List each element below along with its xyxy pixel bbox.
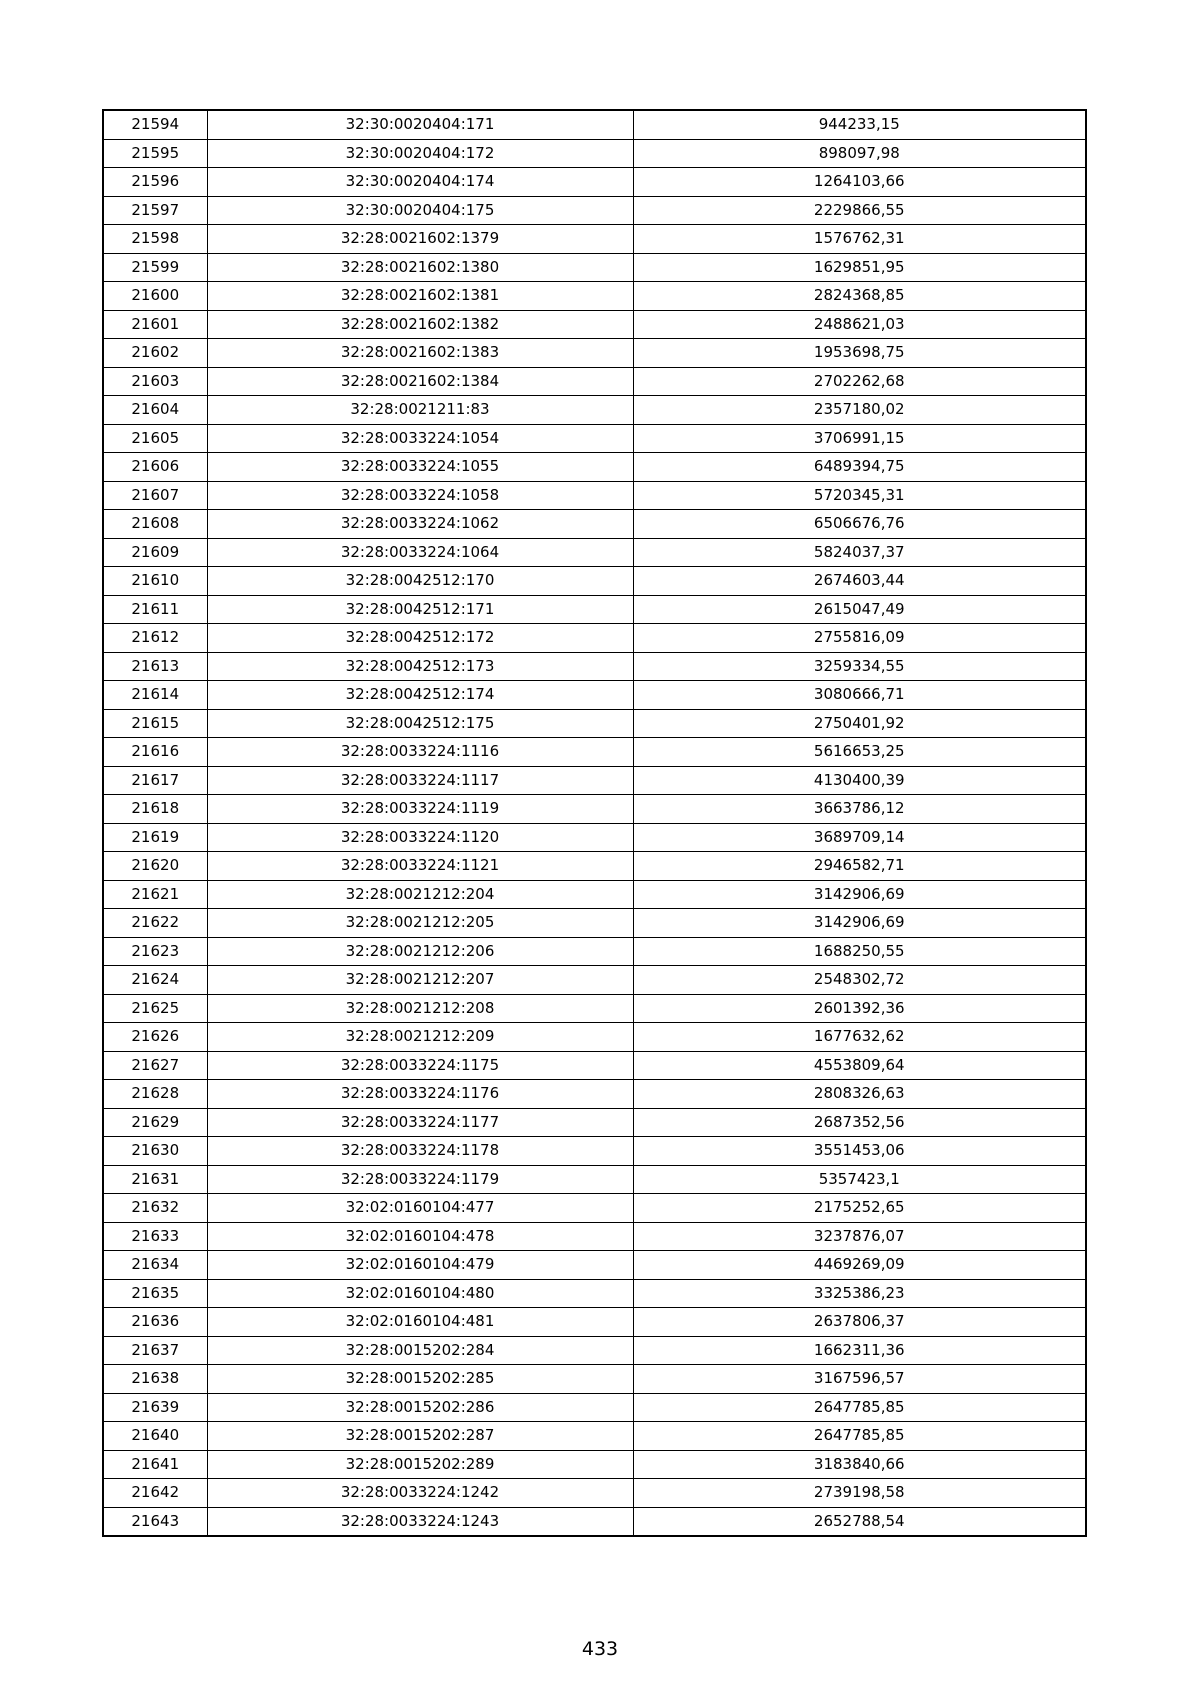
table-row [103,1222,1086,1251]
value-cell: 2824368,85 [633,282,1086,311]
table-row [103,994,1086,1023]
cadastral-number-cell: 32:28:0021212:205 [207,909,633,938]
row-number-cell: 21614 [103,681,207,710]
cadastral-number-cell: 32:02:0160104:480 [207,1279,633,1308]
cadastral-number-cell: 32:30:0020404:171 [207,110,633,139]
value-cell: 2687352,56 [633,1108,1086,1137]
value-cell: 1953698,75 [633,339,1086,368]
table-row [103,1279,1086,1308]
value-cell: 1688250,55 [633,937,1086,966]
table-row [103,937,1086,966]
cadastral-number-cell: 32:28:0033224:1242 [207,1479,633,1508]
cadastral-number-cell: 32:28:0015202:285 [207,1365,633,1394]
row-number-cell: 21637 [103,1336,207,1365]
cadastral-number-cell: 32:28:0021212:209 [207,1023,633,1052]
row-number-cell: 21631 [103,1165,207,1194]
cadastral-number-cell: 32:28:0021212:208 [207,994,633,1023]
table-row [103,367,1086,396]
cadastral-number-cell: 32:28:0042512:170 [207,567,633,596]
cadastral-number-cell: 32:28:0033224:1176 [207,1080,633,1109]
row-number-cell: 21599 [103,253,207,282]
cadastral-number-cell: 32:28:0021602:1379 [207,225,633,254]
cadastral-number-cell: 32:28:0033224:1177 [207,1108,633,1137]
cadastral-number-cell: 32:28:0042512:173 [207,652,633,681]
table-row [103,1251,1086,1280]
row-number-cell: 21598 [103,225,207,254]
value-cell: 3663786,12 [633,795,1086,824]
value-cell: 6506676,76 [633,510,1086,539]
row-number-cell: 21629 [103,1108,207,1137]
row-number-cell: 21641 [103,1450,207,1479]
page-number: 433 [581,1638,619,1660]
value-cell: 3551453,06 [633,1137,1086,1166]
cadastral-number-cell: 32:28:0033224:1119 [207,795,633,824]
row-number-cell: 21595 [103,139,207,168]
table-row [103,453,1086,482]
value-cell: 2647785,85 [633,1422,1086,1451]
table-row [103,795,1086,824]
value-cell: 944233,15 [633,110,1086,139]
row-number-cell: 21643 [103,1507,207,1536]
row-number-cell: 21626 [103,1023,207,1052]
value-cell: 2488621,03 [633,310,1086,339]
table-row [103,595,1086,624]
value-cell: 2808326,63 [633,1080,1086,1109]
cadastral-number-cell: 32:28:0033224:1178 [207,1137,633,1166]
value-cell: 3167596,57 [633,1365,1086,1394]
value-cell: 3706991,15 [633,424,1086,453]
row-number-cell: 21625 [103,994,207,1023]
table-row [103,1507,1086,1536]
table-row [103,253,1086,282]
row-number-cell: 21608 [103,510,207,539]
value-cell: 2755816,09 [633,624,1086,653]
row-number-cell: 21619 [103,823,207,852]
cadastral-number-cell: 32:30:0020404:172 [207,139,633,168]
row-number-cell: 21642 [103,1479,207,1508]
row-number-cell: 21604 [103,396,207,425]
value-cell: 2229866,55 [633,196,1086,225]
table-row [103,168,1086,197]
cadastral-number-cell: 32:28:0021211:83 [207,396,633,425]
row-number-cell: 21617 [103,766,207,795]
table-row [103,481,1086,510]
row-number-cell: 21611 [103,595,207,624]
cadastral-number-cell: 32:30:0020404:174 [207,168,633,197]
row-number-cell: 21622 [103,909,207,938]
table-row [103,310,1086,339]
value-cell: 6489394,75 [633,453,1086,482]
row-number-cell: 21610 [103,567,207,596]
cadastral-number-cell: 32:02:0160104:478 [207,1222,633,1251]
cadastral-number-cell: 32:28:0021602:1383 [207,339,633,368]
cadastral-number-cell: 32:28:0033224:1062 [207,510,633,539]
cadastral-number-cell: 32:28:0021602:1381 [207,282,633,311]
cadastral-number-cell: 32:28:0021602:1380 [207,253,633,282]
value-cell: 2702262,68 [633,367,1086,396]
value-cell: 2946582,71 [633,852,1086,881]
table-row [103,424,1086,453]
cadastral-number-cell: 32:28:0033224:1054 [207,424,633,453]
value-cell: 2750401,92 [633,709,1086,738]
value-cell: 4553809,64 [633,1051,1086,1080]
row-number-cell: 21627 [103,1051,207,1080]
table-row [103,225,1086,254]
row-number-cell: 21635 [103,1279,207,1308]
table-row [103,339,1086,368]
table-row [103,1336,1086,1365]
table-row [103,1108,1086,1137]
table-row [103,538,1086,567]
row-number-cell: 21600 [103,282,207,311]
table-row [103,909,1086,938]
row-number-cell: 21605 [103,424,207,453]
value-cell: 3259334,55 [633,652,1086,681]
cadastral-number-cell: 32:28:0021212:206 [207,937,633,966]
row-number-cell: 21615 [103,709,207,738]
cadastral-number-cell: 32:28:0033224:1243 [207,1507,633,1536]
table-body [103,110,1086,1536]
value-cell: 3689709,14 [633,823,1086,852]
table-row [103,1450,1086,1479]
table-row [103,1422,1086,1451]
row-number-cell: 21606 [103,453,207,482]
cadastral-number-cell: 32:28:0042512:175 [207,709,633,738]
row-number-cell: 21640 [103,1422,207,1451]
row-number-cell: 21607 [103,481,207,510]
row-number-cell: 21613 [103,652,207,681]
table-row [103,1479,1086,1508]
cadastral-number-cell: 32:28:0015202:284 [207,1336,633,1365]
value-cell: 5824037,37 [633,538,1086,567]
row-number-cell: 21636 [103,1308,207,1337]
value-cell: 4469269,09 [633,1251,1086,1280]
row-number-cell: 21623 [103,937,207,966]
value-cell: 2674603,44 [633,567,1086,596]
value-cell: 5357423,1 [633,1165,1086,1194]
row-number-cell: 21594 [103,110,207,139]
cadastral-number-cell: 32:28:0033224:1058 [207,481,633,510]
value-cell: 1576762,31 [633,225,1086,254]
row-number-cell: 21634 [103,1251,207,1280]
row-number-cell: 21601 [103,310,207,339]
table-row [103,823,1086,852]
cadastral-number-cell: 32:28:0033224:1055 [207,453,633,482]
table-row [103,139,1086,168]
cadastral-number-cell: 32:28:0015202:287 [207,1422,633,1451]
cadastral-number-cell: 32:28:0042512:172 [207,624,633,653]
cadastral-number-cell: 32:28:0042512:171 [207,595,633,624]
cadastral-number-cell: 32:28:0033224:1175 [207,1051,633,1080]
cadastral-number-cell: 32:28:0033224:1120 [207,823,633,852]
value-cell: 3237876,07 [633,1222,1086,1251]
table-row [103,1080,1086,1109]
value-cell: 4130400,39 [633,766,1086,795]
row-number-cell: 21612 [103,624,207,653]
table-row [103,766,1086,795]
value-cell: 1629851,95 [633,253,1086,282]
table-row [103,1051,1086,1080]
table-row [103,396,1086,425]
value-cell: 898097,98 [633,139,1086,168]
table-row [103,681,1086,710]
row-number-cell: 21618 [103,795,207,824]
row-number-cell: 21597 [103,196,207,225]
table-row [103,709,1086,738]
table-row [103,510,1086,539]
row-number-cell: 21630 [103,1137,207,1166]
cadastral-number-cell: 32:28:0015202:286 [207,1393,633,1422]
value-cell: 1264103,66 [633,168,1086,197]
table-row [103,110,1086,139]
row-number-cell: 21620 [103,852,207,881]
value-cell: 3325386,23 [633,1279,1086,1308]
cadastral-number-cell: 32:28:0021602:1384 [207,367,633,396]
cadastral-number-cell: 32:28:0042512:174 [207,681,633,710]
row-number-cell: 21628 [103,1080,207,1109]
row-number-cell: 21624 [103,966,207,995]
value-cell: 3080666,71 [633,681,1086,710]
table-row [103,1023,1086,1052]
table-row [103,880,1086,909]
value-cell: 2739198,58 [633,1479,1086,1508]
value-cell: 3142906,69 [633,909,1086,938]
cadastral-value-table [102,109,1087,1537]
table-row [103,738,1086,767]
value-cell: 2615047,49 [633,595,1086,624]
cadastral-number-cell: 32:28:0033224:1116 [207,738,633,767]
row-number-cell: 21621 [103,880,207,909]
table-row [103,567,1086,596]
value-cell: 2175252,65 [633,1194,1086,1223]
table-row [103,852,1086,881]
row-number-cell: 21616 [103,738,207,767]
row-number-cell: 21603 [103,367,207,396]
cadastral-number-cell: 32:28:0021212:207 [207,966,633,995]
row-number-cell: 21633 [103,1222,207,1251]
value-cell: 2548302,72 [633,966,1086,995]
cadastral-number-cell: 32:28:0033224:1121 [207,852,633,881]
value-cell: 5616653,25 [633,738,1086,767]
value-cell: 2652788,54 [633,1507,1086,1536]
row-number-cell: 21609 [103,538,207,567]
cadastral-number-cell: 32:02:0160104:481 [207,1308,633,1337]
value-cell: 2601392,36 [633,994,1086,1023]
value-cell: 3183840,66 [633,1450,1086,1479]
value-cell: 1662311,36 [633,1336,1086,1365]
value-cell: 2647785,85 [633,1393,1086,1422]
table-row [103,1194,1086,1223]
row-number-cell: 21639 [103,1393,207,1422]
table-row [103,1365,1086,1394]
table-row [103,1308,1086,1337]
cadastral-number-cell: 32:28:0021602:1382 [207,310,633,339]
table-row [103,1393,1086,1422]
cadastral-number-cell: 32:28:0033224:1117 [207,766,633,795]
value-cell: 3142906,69 [633,880,1086,909]
cadastral-number-cell: 32:02:0160104:479 [207,1251,633,1280]
value-cell: 1677632,62 [633,1023,1086,1052]
value-cell: 2637806,37 [633,1308,1086,1337]
value-cell: 5720345,31 [633,481,1086,510]
table-row [103,652,1086,681]
table-row [103,966,1086,995]
table-row [103,1165,1086,1194]
cadastral-number-cell: 32:28:0021212:204 [207,880,633,909]
value-cell: 2357180,02 [633,396,1086,425]
cadastral-number-cell: 32:28:0033224:1064 [207,538,633,567]
table-row [103,1137,1086,1166]
cadastral-number-cell: 32:28:0033224:1179 [207,1165,633,1194]
row-number-cell: 21596 [103,168,207,197]
cadastral-number-cell: 32:30:0020404:175 [207,196,633,225]
table-row [103,196,1086,225]
row-number-cell: 21632 [103,1194,207,1223]
table-row [103,624,1086,653]
data-table-container [102,109,1085,1537]
row-number-cell: 21638 [103,1365,207,1394]
table-row [103,282,1086,311]
cadastral-number-cell: 32:02:0160104:477 [207,1194,633,1223]
cadastral-number-cell: 32:28:0015202:289 [207,1450,633,1479]
row-number-cell: 21602 [103,339,207,368]
